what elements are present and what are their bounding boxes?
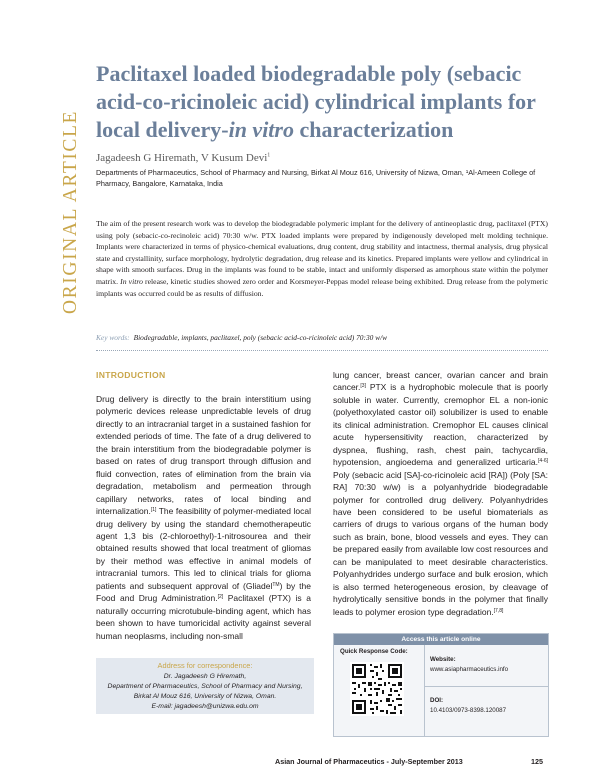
qr-code-icon[interactable]: [350, 662, 404, 716]
citation-superscript[interactable]: [2]: [217, 594, 224, 601]
citation-superscript[interactable]: [1]: [150, 507, 157, 514]
body-text-run: Paclitaxel (PTX) is a naturally occurring microtubule-binding agent, which has been shown to have tumoricidal activity against several human neoplasms, including non-small: [96, 593, 311, 641]
section-heading-introduction: INTRODUCTION: [96, 370, 166, 380]
correspondence-line: Department of Pharmaceutics, School of Pharmacy and Nursing,: [107, 683, 303, 690]
correspondence-line: Birkat Al Mouz 616, University of Nizwa, Oman.: [133, 693, 277, 700]
page-number: 125: [531, 757, 543, 766]
correspondence-email[interactable]: E-mail: jagadeesh@unizwa.edu.om: [151, 703, 259, 710]
title-italic: in vitro: [228, 117, 294, 142]
keywords: [96, 333, 548, 342]
citation-superscript[interactable]: [4-6]: [537, 458, 548, 465]
abstract-italic: In vitro: [120, 276, 143, 286]
body-text-run: Poly (sebacic acid [SA]-co-ricinoleic acid [RA]) (Poly [SA: RA] 70:30 w/w) is a polyanhydride biodegradable polymer for controlled drug delivery. Polyanhydrides have been considered to be useful biomaterials as carriers of drugs to various organs of the human body such as brain, bone, blood vessels and eyes. They can be prepared easily from available low cost resources and can be manipulated to meet desirable characteristics. Polyanhydrides undergo surface and bulk erosion, which is also termed heterogeneous erosion, by cleavage of hydrolytically sensitive bonds in the polymer that finally leads to polymer erosion type degradation.: [333, 469, 548, 617]
article-title: [96, 60, 546, 144]
qr-label: Quick Response Code:: [340, 648, 408, 655]
body-text-run: lung cancer, breast cancer, ovarian cancer and brain cancer.: [333, 370, 548, 393]
body-text-run: ) by the Food and Drug Administration.: [96, 580, 311, 604]
doi-label: DOI:: [430, 697, 444, 704]
correspondence-heading: Address for correspondence:: [157, 661, 253, 670]
website-link[interactable]: www.asiapharmaceutics.info: [430, 666, 509, 673]
access-online-box: [333, 633, 549, 737]
footer-journal: Asian Journal of Pharmaceutics - July-September 2013: [275, 757, 463, 766]
title-main: Paclitaxel loaded biodegradable poly (sebacic acid-co-ricinoleic acid) cylindrical implants for local delivery-: [96, 61, 536, 142]
keywords-label: Key words:: [96, 333, 130, 342]
citation-superscript[interactable]: [3]: [360, 383, 366, 390]
author-list: [96, 152, 270, 164]
abstract: [96, 218, 548, 299]
access-divider-horizontal: [424, 686, 548, 687]
body-text-run: PTX is a hydrophobic molecule that is poorly soluble in water. Currently, cremophor EL a non-ionic (polyethoxylated castor oil) solubilizer is used to enable its clinical administration. Cremophor EL causes clinical acute hypersensitivity reaction, characterized by dyspnea, flushing, rash, chest pain, tachycardia, hypotension, angioedema and generalized urticaria.: [333, 382, 548, 468]
doi-value[interactable]: 10.4103/0973-8398.120087: [430, 707, 507, 714]
website-label: Website:: [430, 656, 456, 663]
citation-superscript[interactable]: TM: [272, 581, 280, 588]
affiliation: Departments of Pharmaceutics, School of Pharmacy and Nursing, Birkat Al Mouz 616, University of Nizwa, Oman, ¹Al-Ameen College of Pharmacy, Bangalore, Karnataka, India: [96, 168, 536, 188]
body-text-run: Drug delivery is directly to the brain interstitium using polymeric devices release unpredictable levels of drug directly to an intracranial target in a sustained fashion for extended periods of time. The fate of a drug delivered to the brain interstitium from the biodegradable polymer is based on rates of drug transport through diffusion and fluid convection, rates of elimination from the brain via degradation, metabolism and permeation through capillary networks, rates of local binding and internalization.: [96, 394, 311, 517]
correspondence-body: [96, 672, 314, 712]
abstract-part2: release, kinetic studies showed zero order and Korsmeyer-Peppas model release being exhibited. Drug release from the polymeric implants was occurred could be as results of diffusion.: [96, 276, 548, 298]
correspondence-line: Dr. Jagadeesh G Hiremath,: [163, 673, 247, 680]
body-column-right: [333, 369, 548, 618]
keywords-text: Biodegradable, implants, paclitaxel, poly (sebacic acid-co-ricinoleic acid) 70:30 w/w: [133, 333, 388, 342]
title-tail: characterization: [293, 117, 454, 142]
access-divider-vertical: [424, 645, 425, 737]
body-column-left: [96, 393, 311, 642]
citation-superscript[interactable]: [7,8]: [493, 607, 504, 614]
abstract-part1: The aim of the present research work was to develop the biodegradable polymeric implant for the delivery of antineoplastic drug, paclitaxel (PTX) using poly (sebacic-co-recinoleic acid) 70:30 w/w. PTX loaded implants were prepared by indigenously developed melt molding technique. Implants were characterized in terms of physico-chemical evaluations, drug content, drug stability and intactness, thermal analysis, drug physical state and crystallinity, surface morphology, hydrolytic degradation, drug release and its kinetics. Prepared implants were yellow and cylindrical in shape with smooth surfaces. Drug in the implants was found to be stable, intact and uniformly dispersed as amorphous state within the polymer matrix.: [96, 219, 548, 286]
article-type-text: ORIGINAL ARTICLE: [60, 109, 81, 314]
article-type-label: [60, 64, 84, 314]
body-text-run: The feasibility of polymer-mediated local drug delivery by using the standard chemotherapeutic agent 1,3 bis (2-chloroethyl)-1-nitrosourea and their obtained results showed that local treatment of gliomas by their method was effective in animal models of intracranial tumors. This led to clinical trials for glioma patients and subsequent approval of (Gliadel: [96, 506, 311, 591]
author-names: Jagadeesh G Hiremath, V Kusum Devi: [96, 152, 268, 164]
author-sup: 1: [267, 152, 271, 159]
keywords-divider: [96, 350, 548, 351]
access-heading: Access this article online: [334, 634, 548, 645]
